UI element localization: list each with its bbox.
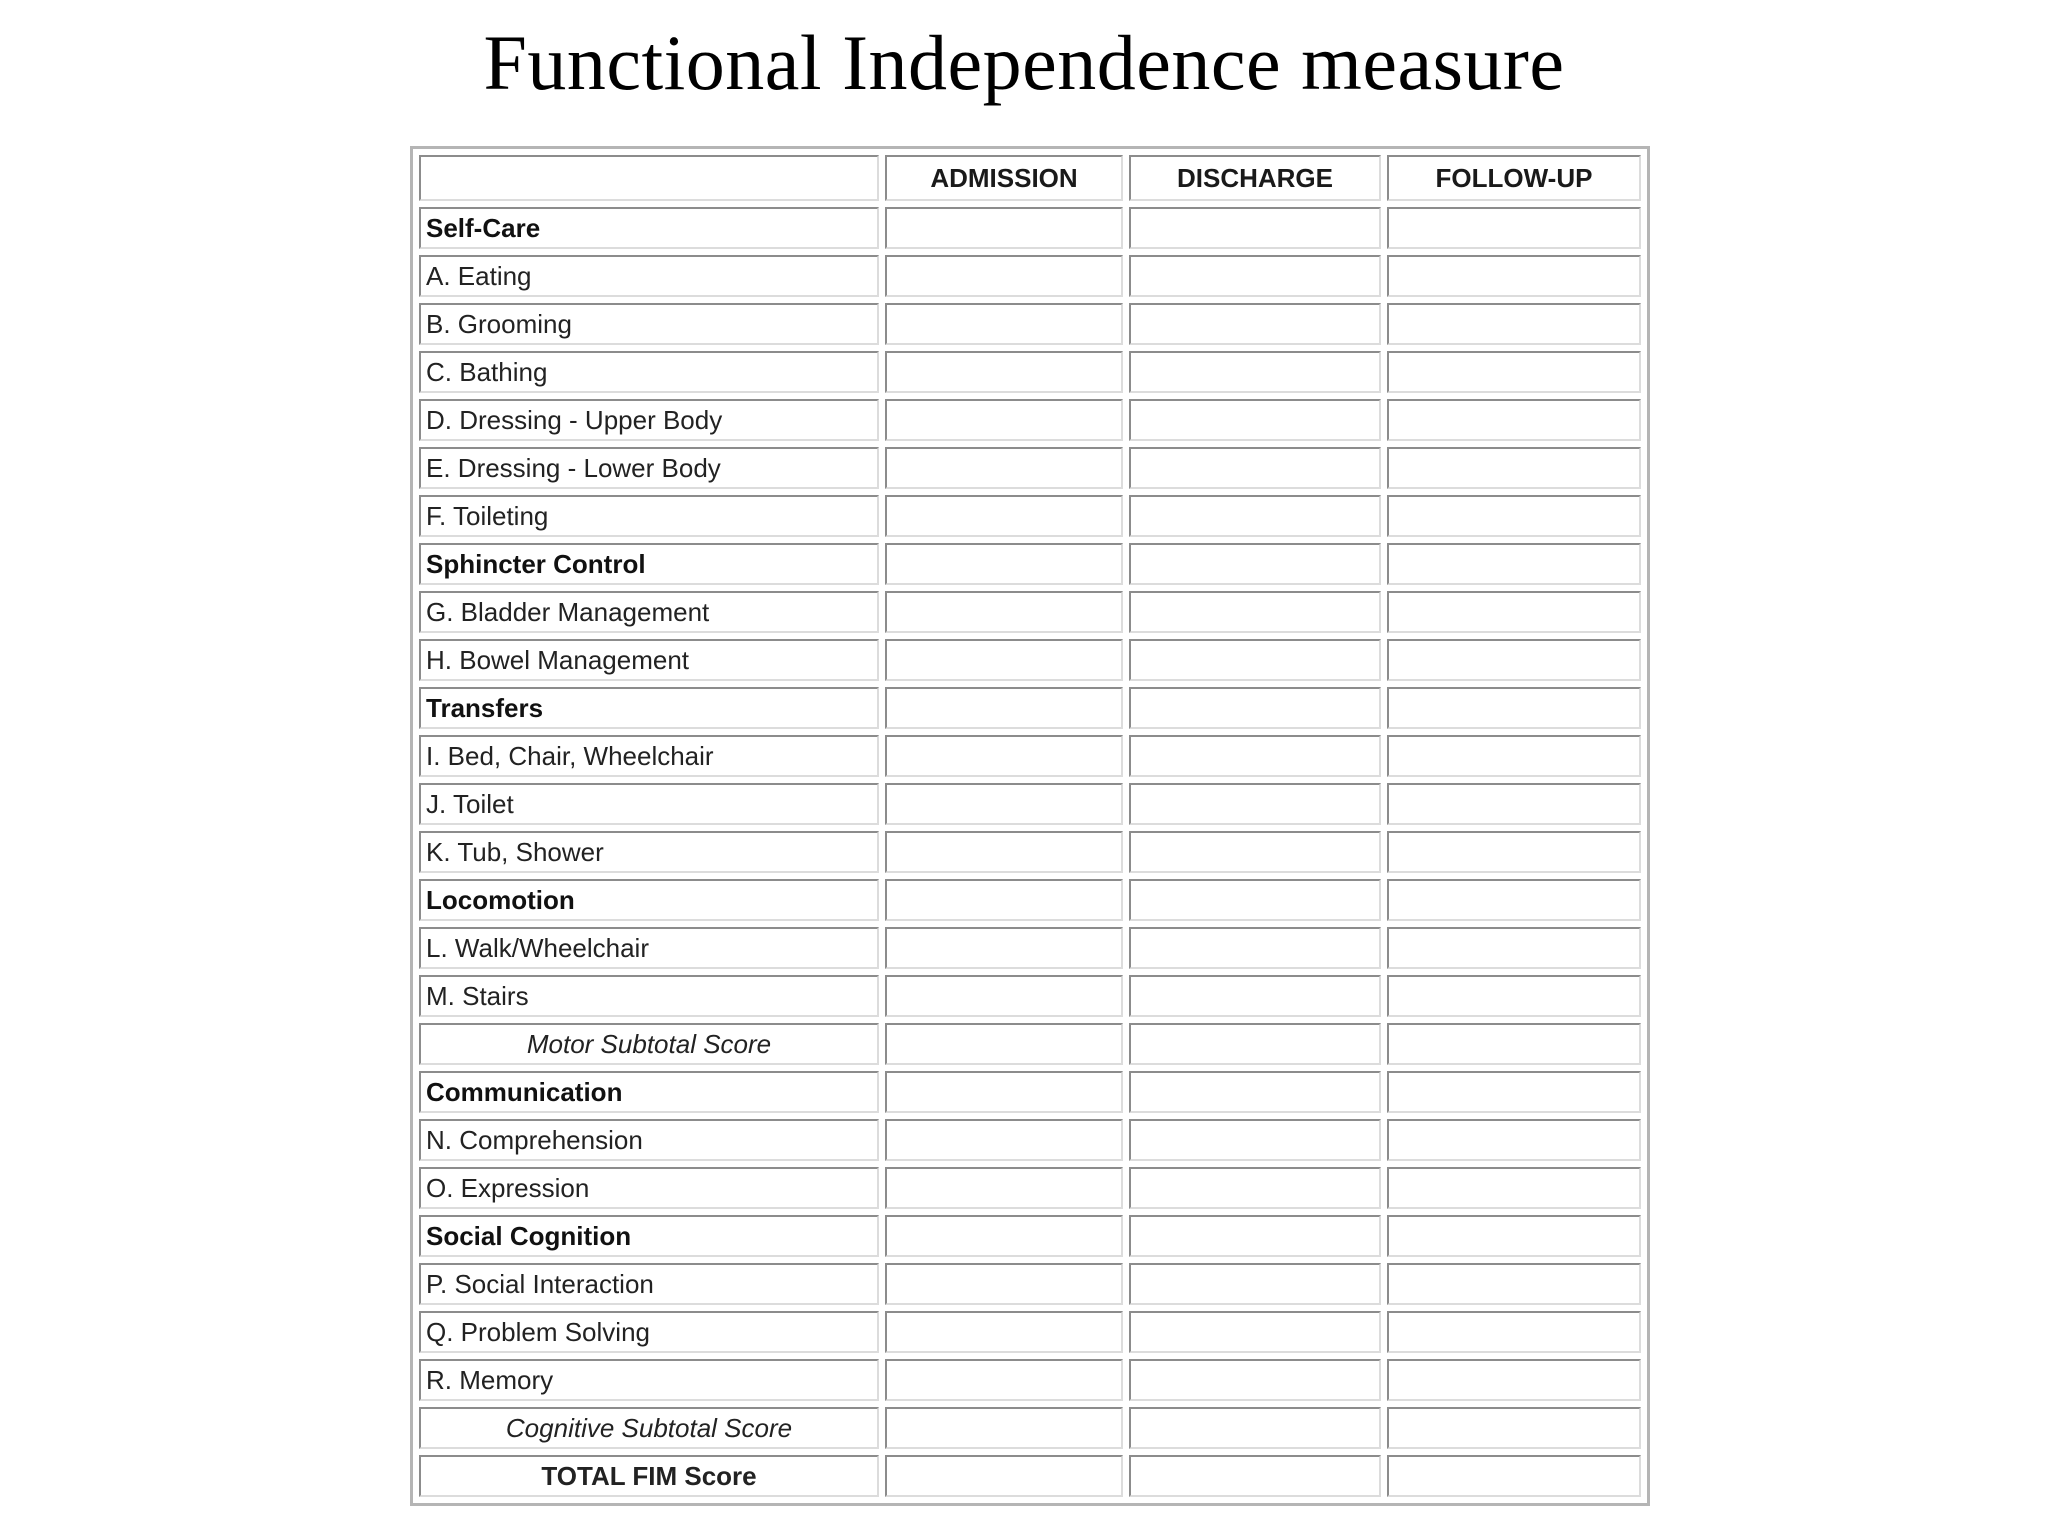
table-row <box>419 447 1641 489</box>
discharge-score-cell[interactable] <box>1129 1167 1381 1209</box>
row-label: Sphincter Control <box>419 543 879 585</box>
discharge-score-cell[interactable] <box>1129 927 1381 969</box>
discharge-score-cell[interactable] <box>1129 447 1381 489</box>
admission-score-cell[interactable] <box>885 1359 1123 1401</box>
table-row <box>419 207 1641 249</box>
admission-score-cell[interactable] <box>885 1407 1123 1449</box>
discharge-score-cell[interactable] <box>1129 399 1381 441</box>
admission-score-cell[interactable] <box>885 495 1123 537</box>
admission-score-cell[interactable] <box>885 1119 1123 1161</box>
follow-up-score-cell[interactable] <box>1387 1455 1641 1497</box>
table-row <box>419 927 1641 969</box>
table-row <box>419 1455 1641 1497</box>
discharge-score-cell[interactable] <box>1129 1071 1381 1113</box>
row-label: K. Tub, Shower <box>419 831 879 873</box>
table-row <box>419 1263 1641 1305</box>
table-row <box>419 495 1641 537</box>
row-label: Locomotion <box>419 879 879 921</box>
row-label: J. Toilet <box>419 783 879 825</box>
follow-up-score-cell[interactable] <box>1387 927 1641 969</box>
admission-score-cell[interactable] <box>885 927 1123 969</box>
follow-up-score-cell[interactable] <box>1387 543 1641 585</box>
follow-up-score-cell[interactable] <box>1387 255 1641 297</box>
admission-score-cell[interactable] <box>885 255 1123 297</box>
discharge-score-cell[interactable] <box>1129 1263 1381 1305</box>
table-row <box>419 303 1641 345</box>
admission-score-cell[interactable] <box>885 351 1123 393</box>
table-row <box>419 1023 1641 1065</box>
row-label: Transfers <box>419 687 879 729</box>
follow-up-score-cell[interactable] <box>1387 399 1641 441</box>
table-row <box>419 255 1641 297</box>
row-label: O. Expression <box>419 1167 879 1209</box>
discharge-score-cell[interactable] <box>1129 591 1381 633</box>
discharge-score-cell[interactable] <box>1129 543 1381 585</box>
table-row <box>419 783 1641 825</box>
table-row <box>419 351 1641 393</box>
admission-score-cell[interactable] <box>885 1311 1123 1353</box>
follow-up-score-cell[interactable] <box>1387 591 1641 633</box>
follow-up-score-cell[interactable] <box>1387 735 1641 777</box>
follow-up-score-cell[interactable] <box>1387 1215 1641 1257</box>
row-label: A. Eating <box>419 255 879 297</box>
row-label: L. Walk/Wheelchair <box>419 927 879 969</box>
table-row <box>419 1215 1641 1257</box>
follow-up-score-cell[interactable] <box>1387 1119 1641 1161</box>
table-row <box>419 831 1641 873</box>
admission-score-cell[interactable] <box>885 639 1123 681</box>
admission-score-cell[interactable] <box>885 831 1123 873</box>
admission-score-cell[interactable] <box>885 1263 1123 1305</box>
admission-score-cell[interactable] <box>885 1215 1123 1257</box>
row-label: G. Bladder Management <box>419 591 879 633</box>
row-label: N. Comprehension <box>419 1119 879 1161</box>
admission-score-cell[interactable] <box>885 783 1123 825</box>
table-row <box>419 735 1641 777</box>
follow-up-score-cell[interactable] <box>1387 1311 1641 1353</box>
discharge-score-cell[interactable] <box>1129 1023 1381 1065</box>
discharge-score-cell[interactable] <box>1129 1311 1381 1353</box>
follow-up-score-cell[interactable] <box>1387 1167 1641 1209</box>
row-label: C. Bathing <box>419 351 879 393</box>
table-body <box>419 207 1641 1497</box>
admission-score-cell[interactable] <box>885 399 1123 441</box>
fim-table <box>410 146 1650 1506</box>
follow-up-score-cell[interactable] <box>1387 783 1641 825</box>
table-row <box>419 399 1641 441</box>
table-row <box>419 639 1641 681</box>
discharge-score-cell[interactable] <box>1129 1119 1381 1161</box>
header-admission: ADMISSION <box>885 155 1123 201</box>
row-label: Cognitive Subtotal Score <box>419 1407 879 1449</box>
admission-score-cell[interactable] <box>885 1023 1123 1065</box>
follow-up-score-cell[interactable] <box>1387 639 1641 681</box>
admission-score-cell[interactable] <box>885 303 1123 345</box>
discharge-score-cell[interactable] <box>1129 255 1381 297</box>
admission-score-cell[interactable] <box>885 543 1123 585</box>
table-row <box>419 1311 1641 1353</box>
discharge-score-cell[interactable] <box>1129 783 1381 825</box>
discharge-score-cell[interactable] <box>1129 1215 1381 1257</box>
admission-score-cell[interactable] <box>885 879 1123 921</box>
row-label: E. Dressing - Lower Body <box>419 447 879 489</box>
follow-up-score-cell[interactable] <box>1387 303 1641 345</box>
row-label: Motor Subtotal Score <box>419 1023 879 1065</box>
follow-up-score-cell[interactable] <box>1387 1263 1641 1305</box>
follow-up-score-cell[interactable] <box>1387 1359 1641 1401</box>
admission-score-cell[interactable] <box>885 1071 1123 1113</box>
discharge-score-cell[interactable] <box>1129 687 1381 729</box>
admission-score-cell[interactable] <box>885 1455 1123 1497</box>
admission-score-cell[interactable] <box>885 591 1123 633</box>
discharge-score-cell[interactable] <box>1129 351 1381 393</box>
row-label: R. Memory <box>419 1359 879 1401</box>
table-row <box>419 543 1641 585</box>
row-label: B. Grooming <box>419 303 879 345</box>
row-label: Social Cognition <box>419 1215 879 1257</box>
discharge-score-cell[interactable] <box>1129 975 1381 1017</box>
discharge-score-cell[interactable] <box>1129 207 1381 249</box>
row-label: M. Stairs <box>419 975 879 1017</box>
admission-score-cell[interactable] <box>885 687 1123 729</box>
discharge-score-cell[interactable] <box>1129 495 1381 537</box>
discharge-score-cell[interactable] <box>1129 1359 1381 1401</box>
row-label: Q. Problem Solving <box>419 1311 879 1353</box>
table-row <box>419 687 1641 729</box>
discharge-score-cell[interactable] <box>1129 1455 1381 1497</box>
table-row <box>419 1071 1641 1113</box>
table-row <box>419 975 1641 1017</box>
discharge-score-cell[interactable] <box>1129 303 1381 345</box>
table-row <box>419 879 1641 921</box>
follow-up-score-cell[interactable] <box>1387 975 1641 1017</box>
follow-up-score-cell[interactable] <box>1387 831 1641 873</box>
discharge-score-cell[interactable] <box>1129 831 1381 873</box>
row-label: TOTAL FIM Score <box>419 1455 879 1497</box>
row-label: Communication <box>419 1071 879 1113</box>
admission-score-cell[interactable] <box>885 447 1123 489</box>
row-label: F. Toileting <box>419 495 879 537</box>
discharge-score-cell[interactable] <box>1129 639 1381 681</box>
table-row <box>419 591 1641 633</box>
row-label: Self-Care <box>419 207 879 249</box>
table-row <box>419 1167 1641 1209</box>
discharge-score-cell[interactable] <box>1129 879 1381 921</box>
header-discharge: DISCHARGE <box>1129 155 1381 201</box>
admission-score-cell[interactable] <box>885 207 1123 249</box>
admission-score-cell[interactable] <box>885 975 1123 1017</box>
table-row <box>419 1407 1641 1449</box>
discharge-score-cell[interactable] <box>1129 735 1381 777</box>
follow-up-score-cell[interactable] <box>1387 1407 1641 1449</box>
row-label: P. Social Interaction <box>419 1263 879 1305</box>
follow-up-score-cell[interactable] <box>1387 495 1641 537</box>
follow-up-score-cell[interactable] <box>1387 1071 1641 1113</box>
row-label: I. Bed, Chair, Wheelchair <box>419 735 879 777</box>
admission-score-cell[interactable] <box>885 735 1123 777</box>
discharge-score-cell[interactable] <box>1129 1407 1381 1449</box>
header-row <box>419 155 1641 201</box>
follow-up-score-cell[interactable] <box>1387 1023 1641 1065</box>
admission-score-cell[interactable] <box>885 1167 1123 1209</box>
follow-up-score-cell[interactable] <box>1387 447 1641 489</box>
row-label: H. Bowel Management <box>419 639 879 681</box>
page-title: Functional Independence measure <box>483 19 1565 106</box>
header-follow-up: FOLLOW-UP <box>1387 155 1641 201</box>
header-blank <box>419 155 879 201</box>
row-label: D. Dressing - Upper Body <box>419 399 879 441</box>
follow-up-score-cell[interactable] <box>1387 351 1641 393</box>
follow-up-score-cell[interactable] <box>1387 207 1641 249</box>
follow-up-score-cell[interactable] <box>1387 879 1641 921</box>
table-row <box>419 1119 1641 1161</box>
follow-up-score-cell[interactable] <box>1387 687 1641 729</box>
table-row <box>419 1359 1641 1401</box>
